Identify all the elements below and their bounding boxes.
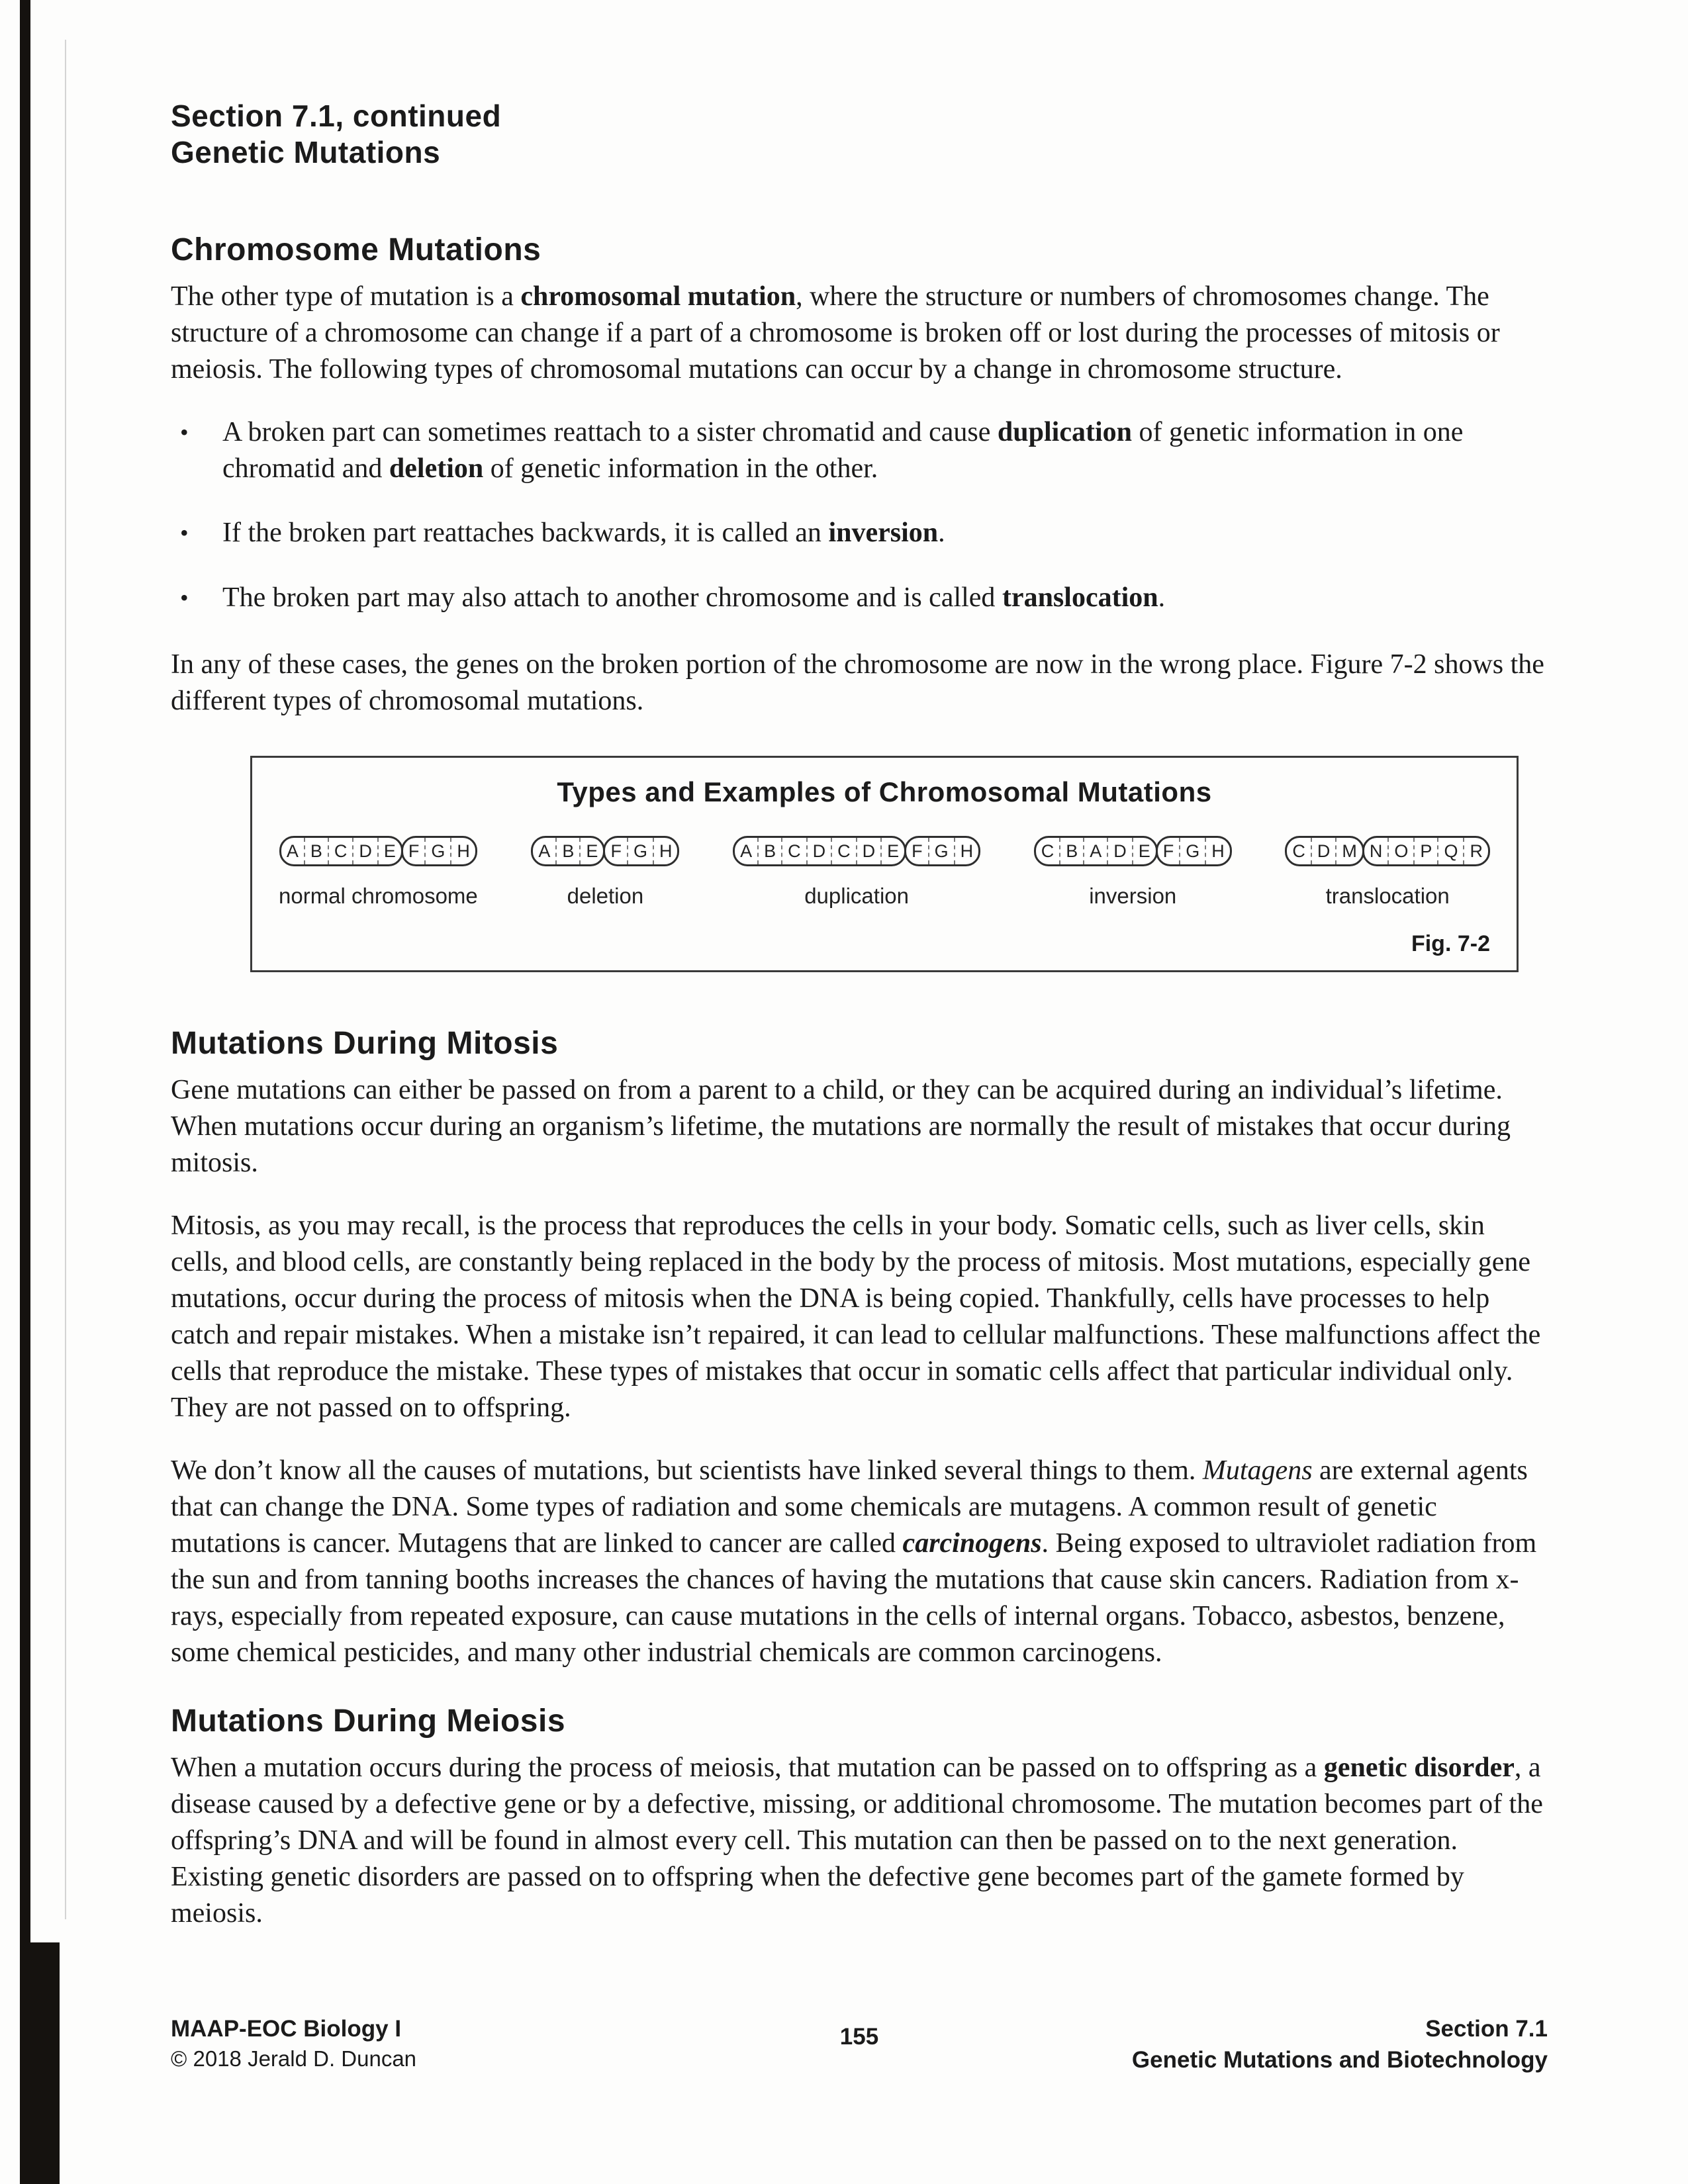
gene-letter: F bbox=[1162, 841, 1174, 862]
gene-letter: C bbox=[781, 838, 806, 864]
gene-letter: C bbox=[328, 838, 353, 864]
heading-mutations-during-mitosis: Mutations During Mitosis bbox=[171, 1026, 559, 1062]
gene-letter: A bbox=[740, 841, 753, 862]
chromosome-diagram bbox=[1034, 836, 1232, 909]
footer-chapter-ref: Genetic Mutations and Biotechnology bbox=[1131, 2047, 1548, 2073]
chromosome-diagram bbox=[733, 836, 980, 909]
gene-letter: A bbox=[286, 841, 299, 862]
gene-letter: C bbox=[1041, 841, 1055, 862]
gene-letter: D bbox=[856, 838, 881, 864]
chromosome-label: deletion bbox=[567, 884, 644, 909]
gene-letter: E bbox=[377, 838, 401, 864]
chromosome-arm bbox=[279, 836, 403, 866]
chromosome-pills bbox=[1034, 836, 1232, 866]
gene-letter: F bbox=[408, 841, 420, 862]
bullet-text: The broken part may also attach to another chromosome and is called translocation. bbox=[222, 582, 1166, 614]
chromosome-label: duplication bbox=[804, 884, 909, 909]
chromosome-arm bbox=[531, 836, 605, 866]
section-header-title: Section 7.1, continued bbox=[171, 99, 502, 133]
gene-letter: C bbox=[1292, 841, 1305, 862]
gene-letter: H bbox=[1205, 838, 1230, 864]
footer-page-number: 155 bbox=[839, 2024, 879, 2050]
paragraph-mitosis-1: Gene mutations can either be passed on from a parent to a child, or they can be acquired during an individual’s lifetime. When mutations occur during an organism’s lifetime, the mutations are normally the result of mistakes that occur during mitosis. bbox=[171, 1075, 1511, 1179]
scan-edge-bar bbox=[20, 0, 30, 2184]
heading-mutations-during-meiosis: Mutations During Meiosis bbox=[171, 1704, 566, 1739]
gene-letter: H bbox=[954, 838, 979, 864]
gene-letter: O bbox=[1387, 838, 1413, 864]
footer-right bbox=[1132, 2013, 1548, 2076]
gene-letter: D bbox=[806, 838, 831, 864]
footer-book-title: MAAP-EOC Biology I bbox=[171, 2016, 402, 2042]
chromosome-label: translocation bbox=[1325, 884, 1450, 909]
gene-letter: M bbox=[1335, 838, 1362, 864]
scan-edge-bar-bottom bbox=[30, 1942, 60, 2184]
gene-letter: G bbox=[627, 838, 653, 864]
paragraph-chromosome-closing: In any of these cases, the genes on the broken portion of the chromosome are now in the wrong place. Figure 7-2 shows the different types of chromosomal mutations. bbox=[171, 649, 1544, 717]
paragraph-chromosome-intro: The other type of mutation is a chromosomal mutation, where the structure or numbers of chromosomes change. The structure of a chromosome can change if a part of a chromosome is broken off or lost during the processes of mitosis or meiosis. The following types of chromosomal mutations can occur by a change in chromosome structure. bbox=[171, 281, 1500, 385]
bullet-marker: • bbox=[180, 584, 189, 612]
chromosome-pills bbox=[279, 836, 477, 866]
chromosome-arm bbox=[1362, 836, 1490, 866]
gene-letter: E bbox=[880, 838, 904, 864]
gene-letter: P bbox=[1413, 838, 1437, 864]
bullet-marker: • bbox=[180, 520, 189, 547]
chromosome-arm bbox=[733, 836, 906, 866]
gene-letter: N bbox=[1369, 841, 1383, 862]
gene-letter: D bbox=[352, 838, 377, 864]
figure-title: Types and Examples of Chromosomal Mutations bbox=[557, 776, 1212, 808]
paragraph-mitosis-2: Mitosis, as you may recall, is the process that reproduces the cells in your body. Somatic cells, such as liver cells, skin cells, and blood cells, are constantly being replaced in the body by the process of mitosis. Most mutations, especially gene mutations, occur during the process of mitosis when the DNA is being copied. Thankfully, cells have processes to help catch and repair mistakes. When a mistake isn’t repaired, it can lead to cellular malfunctions. These malfunctions affect the cells that reproduce the mistake. These types of mistakes that occur in somatic cells affect that particular individual only. They are not passed on to offspring. bbox=[171, 1210, 1541, 1424]
gene-letter: G bbox=[928, 838, 954, 864]
figure-items bbox=[279, 836, 1490, 909]
figure-caption: Fig. 7-2 bbox=[1411, 931, 1490, 957]
gene-letter: A bbox=[538, 841, 551, 862]
chromosome-label: normal chromosome bbox=[279, 884, 478, 909]
gene-letter: F bbox=[912, 841, 923, 862]
gene-letter: E bbox=[579, 838, 603, 864]
bullet-item bbox=[171, 515, 1548, 552]
gene-letter: E bbox=[1132, 838, 1156, 864]
heading-chromosome-mutations: Chromosome Mutations bbox=[171, 232, 541, 268]
paragraph-mitosis-3: We don’t know all the causes of mutations, but scientists have linked several things to them. Mutagens are external agents that can change the DNA. Some types of radiation and some chemicals are mutagens. A common result of genetic mutations is cancer. Mutagens that are linked to cancer are called carcinogens. Being exposed to ultraviolet radiation from the sun and from tanning booths increases the chances of having the mutations that cause skin cancers. Radiation from x-rays, especially from repeated exposure, can cause mutations in the cells of internal organs. Tobacco, asbestos, benzene, some chemical pesticides, and many other industrial chemicals are common carcinogens. bbox=[171, 1455, 1537, 1668]
gene-letter: B bbox=[304, 838, 328, 864]
chromosome-pills bbox=[531, 836, 679, 866]
scan-crease-line bbox=[65, 40, 66, 1919]
chromosome-arm bbox=[603, 836, 679, 866]
paragraph-meiosis-1: When a mutation occurs during the process of meiosis, that mutation can be passed on to offspring as a genetic disorder, a disease caused by a defective gene or by a defective, missing, or additional chromosome. The mutation becomes part of the offspring’s DNA and will be found in almost every cell. This mutation can then be passed on to the next generation. Existing genetic disorders are passed on to offspring when the defective gene becomes part of the gamete formed by meiosis. bbox=[171, 1752, 1543, 1929]
gene-letter: Q bbox=[1437, 838, 1463, 864]
chromosome-pills bbox=[1285, 836, 1490, 866]
gene-letter: H bbox=[450, 838, 475, 864]
chromosome-diagram bbox=[279, 836, 478, 909]
gene-letter: A bbox=[1083, 838, 1107, 864]
bullet-text: If the broken part reattaches backwards, it is called an inversion. bbox=[222, 518, 945, 549]
chromosome-arm bbox=[1034, 836, 1158, 866]
footer-section-ref: Section 7.1 bbox=[1425, 2016, 1548, 2042]
bullet-list bbox=[171, 414, 1548, 617]
gene-letter: R bbox=[1463, 838, 1488, 864]
gene-letter: H bbox=[653, 838, 678, 864]
chromosome-arm bbox=[904, 836, 980, 866]
chromosome-pills bbox=[733, 836, 980, 866]
bullet-item bbox=[171, 580, 1548, 617]
page-content bbox=[171, 0, 1548, 1932]
gene-letter: F bbox=[610, 841, 622, 862]
bullet-marker: • bbox=[180, 419, 189, 446]
gene-letter: D bbox=[1107, 838, 1132, 864]
chromosome-arm bbox=[401, 836, 477, 866]
section-header-subtitle: Genetic Mutations bbox=[171, 135, 441, 170]
chromosome-diagram bbox=[531, 836, 679, 909]
gene-letter: C bbox=[831, 838, 856, 864]
bullet-item bbox=[171, 414, 1548, 487]
footer-copyright: © 2018 Jerald D. Duncan bbox=[171, 2046, 417, 2071]
chromosome-diagram bbox=[1285, 836, 1490, 909]
gene-letter: B bbox=[555, 838, 579, 864]
bullet-text: A broken part can sometimes reattach to a sister chromatid and cause duplication of genetic information in one chromatid and deletion of genetic information in the other. bbox=[222, 417, 1464, 484]
section-header bbox=[171, 98, 1548, 171]
gene-letter: B bbox=[757, 838, 781, 864]
chromosome-arm bbox=[1285, 836, 1364, 866]
chromosome-label: inversion bbox=[1089, 884, 1177, 909]
gene-letter: B bbox=[1059, 838, 1083, 864]
gene-letter: G bbox=[424, 838, 450, 864]
gene-letter: D bbox=[1311, 838, 1336, 864]
chromosome-arm bbox=[1156, 836, 1232, 866]
gene-letter: G bbox=[1179, 838, 1205, 864]
figure-7-2 bbox=[250, 756, 1519, 972]
